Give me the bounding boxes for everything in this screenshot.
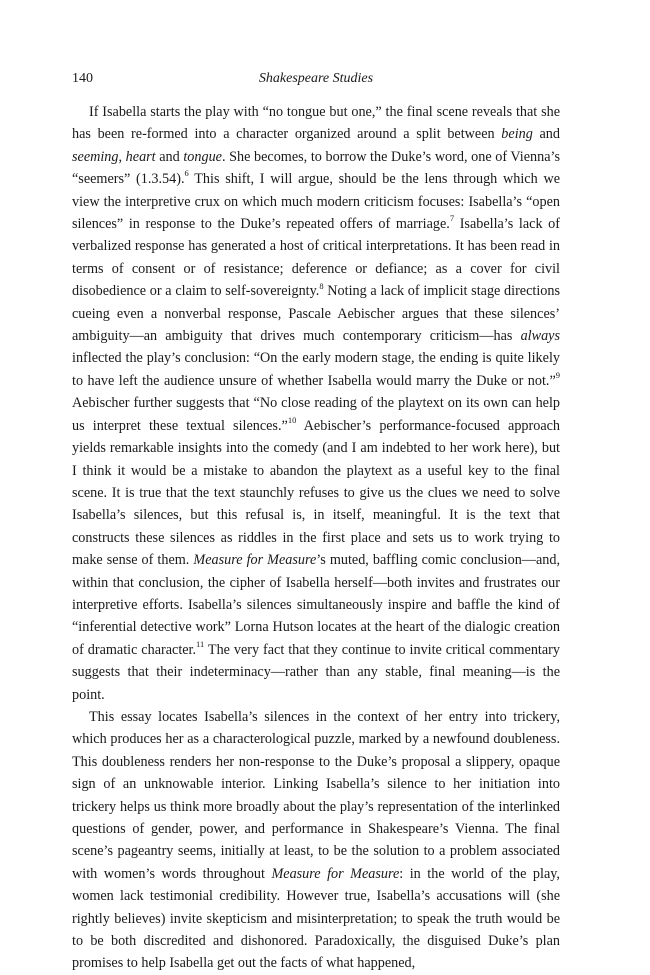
text-segment: ,: [118, 148, 126, 165]
footnote-marker: 7: [449, 213, 455, 224]
text-segment: Aebischer’s performance-focused approach yields remarkable insights into the comedy (and I am indebted to her work here), but I think it would be a mistake to abandon the playtext as a useful key to the final scene. It is true that the text staunchly refuses to give us the clues we need to solve Isabella’s silences, but this refusal is, in itself, meaningful. It is the text that constructs these silences as riddles in the first place and sets us to work trying to make sense of them.: [72, 417, 561, 569]
italic-text: Measure for Measure: [193, 552, 317, 569]
text-segment: Noting a lack of implicit stage directions cueing even a nonverbal response, Pascale Aebischer argues that these silences’ ambiguity—an ambiguity that drives much contemporary criticism—has: [72, 283, 560, 345]
footnote-marker: 8: [319, 280, 324, 291]
italic-text: tongue: [183, 148, 222, 165]
italic-text: being: [501, 126, 533, 143]
text-segment: ’s muted, baffling comic conclusion—and, within that conclusion, the cipher of Isabella herself—both invites and frustrates our interpretive efforts. Isabella’s silences simultaneously inspire and baffle the kind of “inferential detective work” Lorna Hutson locates at the heart of the dialogic creation of dramatic character.: [72, 552, 561, 658]
running-header: [72, 70, 560, 88]
page-number: 140: [72, 71, 93, 86]
text-segment: This essay locates Isabella’s silences in the context of her entry into trickery, which produces her as a characterological puzzle, marked by a newfound doubleness. This doubleness renders her non-response to the Duke’s proposal a slippery, opaque sign of an unknowable interior. Linking Isabella’s silence to her initiation into trickery helps us think more broadly about the play’s representation of the interlinked questions of gender, power, and performance in Shakespeare’s Vienna. The final scene’s pageantry seems, initially at least, to be the solution to a problem associated with women’s words throughout: [72, 708, 560, 882]
text-segment: Isabella’s lack of verbalized response has generated a host of critical interpretations. It has been read in terms of consent or of resistance; deference or defiance; as a cover for civil disobedience or a claim to self-sovereignty.: [72, 216, 560, 300]
text-segment: inflected the play’s conclusion: “On the early modern stage, the ending is quite likely to have left the audience unsure of whether Isabella would marry the Duke or not.”: [72, 350, 560, 389]
text-segment: This shift, I will argue, should be the lens through which we view the interpretive crux on which much modern criticism focuses: Isabella’s “open silences” in response to the Duke’s repeated offers of marriage.: [72, 171, 560, 233]
text-segment: and: [532, 126, 560, 143]
text-segment: : in the world of the play, women lack testimonial credibility. However true, Isabella’s accusations will (she rightly believes) invite skepticism and misinterpretation; to speak the truth would be to be both discredited and dishonored. Paradoxically, the disguised Duke’s plan promises to help Isabella get out the facts of what happened,: [72, 865, 560, 972]
text-segment: The very fact that they continue to invite critical commentary suggests that their indeterminacy—rather than any stable, final meaning—is the point.: [72, 641, 560, 703]
journal-title: Shakespeare Studies: [258, 71, 374, 86]
text-segment: . She becomes, to borrow the Duke’s word, one of Vienna’s “seemers” (1.3.54).: [72, 148, 560, 188]
body-text: [72, 101, 560, 975]
footnote-marker: 11: [196, 639, 205, 650]
italic-text: always: [520, 328, 560, 345]
paragraph-2: [72, 706, 560, 975]
italic-text: seeming: [72, 148, 119, 165]
footnote-marker: 6: [184, 168, 189, 179]
text-segment: If Isabella starts the play with “no tongue but one,” the final scene reveals that she has been re-formed into a character organized around a split between: [72, 104, 560, 143]
footnote-marker: 10: [287, 414, 297, 425]
paragraph-1: [72, 101, 560, 706]
footnote-marker: 9: [555, 370, 560, 381]
journal-page: [72, 70, 560, 975]
italic-text: heart: [125, 148, 156, 165]
text-segment: Aebischer further suggests that “No close reading of the playtext on its own can help us interpret these textual silences.”: [72, 395, 560, 434]
italic-text: Measure for Measure: [271, 865, 400, 882]
text-segment: and: [155, 148, 184, 165]
